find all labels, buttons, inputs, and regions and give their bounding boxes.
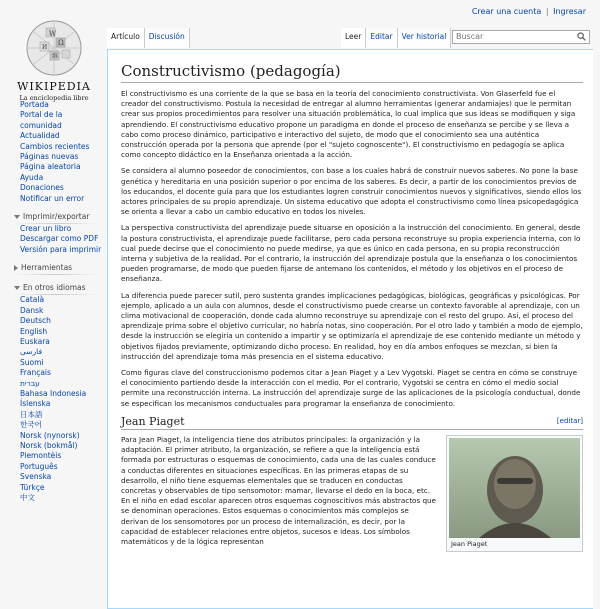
- triangle-down-icon: [14, 215, 20, 219]
- sidebar-item-aleatoria[interactable]: Página aleatoria: [20, 162, 81, 172]
- languages-section-toggle[interactable]: [0, 283, 104, 292]
- section-heading-text: Jean Piaget: [121, 414, 185, 428]
- tools-section-heading: Herramientas: [21, 263, 73, 273]
- user-links: [472, 7, 586, 16]
- tab-history[interactable]: Ver historial: [398, 28, 452, 48]
- thumbnail-caption: Jean Piaget: [451, 539, 488, 548]
- sidebar-item-nuevas[interactable]: Páginas nuevas: [20, 152, 79, 162]
- language-link[interactable]: فارسی: [20, 347, 43, 357]
- language-link[interactable]: 日本語: [20, 409, 43, 419]
- portrait-graphic: [449, 438, 580, 538]
- tab-discussion[interactable]: Discusión: [145, 28, 190, 48]
- triangle-right-icon: [14, 265, 18, 271]
- article-paragraph: Para Jean Piaget, la inteligencia tiene dos atributos principales: la organización y la adaptación. El primer atributo, la organización, se refiere a que la inteligencia está formada por estructuras o esquemas de conocimiento, cada una de las cuales conduce a conductas diferentes en situaciones específicas. En las primeras etapas de su desarrollo, el niño tiene esquemas elementales que se traducen en conductas concretas y observables de tipo sensomotor: mamar, llevarse el dedo en la boca, etc. En el niño en edad escolar aparecen otros esquemas cognoscitivos más abstractos que se denominan operaciones. Estos esquemas o conocimientos más complejos se derivan de los sensomotores por un proceso de internalización, es decir, por la capacidad de establecer relaciones entre objetos, sucesos e ideas. Los símbolos matemáticos y de la lógica representan: [121, 434, 437, 546]
- language-link[interactable]: Català: [20, 295, 45, 305]
- edit-section-link[interactable]: [editar]: [556, 416, 583, 425]
- sidebar-item-crear-libro[interactable]: Crear un libro: [20, 224, 72, 234]
- languages-section-heading: En otros idiomas: [23, 283, 86, 293]
- svg-text:Ω: Ω: [58, 39, 64, 47]
- language-link[interactable]: Euskara: [20, 336, 50, 346]
- sidebar-item-imprimir[interactable]: Versión para imprimir: [20, 244, 102, 254]
- language-link[interactable]: Svenska: [20, 472, 52, 482]
- tools-section-toggle[interactable]: [0, 263, 104, 272]
- sidebar-item-actualidad[interactable]: Actualidad: [20, 131, 60, 141]
- divider: [14, 274, 98, 275]
- logo-wordmark: WIKIPEDIA: [17, 80, 91, 93]
- search-box: [452, 30, 590, 44]
- language-link[interactable]: Suomi: [20, 357, 44, 367]
- sidebar-item-cambios[interactable]: Cambios recientes: [20, 141, 90, 151]
- sidebar-item-portada[interactable]: Portada: [20, 100, 49, 109]
- svg-text:W: W: [49, 30, 57, 38]
- view-tabs: [341, 28, 451, 48]
- sidebar-item-notificar[interactable]: Notificar un error: [20, 193, 85, 203]
- article-paragraph: Se considera al alumno poseedor de conocimientos, con base a los cuales habrá de construir nuevos saberes. No pone la base genética y hereditaria en una posición superior o por encima de los saberes. Es decir, a partir de los conocimientos previos de los educandos, el docente guía para que los estudiantes logren construir conocimientos nuevos y significativos, siendo ellos los actores principales de su propio aprendizaje. Un sistema educativo que adopta el constructivismo como línea psicopedagógica se orienta a llevar a cabo un cambio educativo en todos los niveles.: [121, 166, 582, 217]
- language-link[interactable]: Português: [20, 461, 58, 471]
- print-section-heading: Imprimir/exportar: [23, 212, 90, 222]
- language-link[interactable]: 中文: [20, 493, 35, 502]
- sidebar-item-portal[interactable]: Portal de la comunidad: [20, 110, 63, 130]
- sidebar-item-pdf[interactable]: Descargar como PDF: [20, 234, 99, 244]
- search-input[interactable]: [456, 32, 566, 41]
- language-link[interactable]: Íslenska: [20, 399, 51, 409]
- sidebar: [0, 100, 104, 503]
- triangle-down-icon: [14, 286, 20, 290]
- language-link[interactable]: Piemontèis: [20, 451, 62, 461]
- article-paragraph: Como figuras clave del construccionismo podemos citar a Jean Piaget y a Lev Vygotski. Piaget se centra en cómo se construye el conocimiento partiendo desde la interacción con el medio. Por el contrario, Vygotski se centra en cómo el medio social permite una reconstrucción interna. La instrucción del aprendizaje surge de las aplicaciones de la psicología conductual, donde se especifican los mecanismos conductuales para programar la enseñanza de conocimiento.: [121, 368, 581, 408]
- tab-read[interactable]: Leer: [341, 28, 366, 48]
- language-link[interactable]: Türkçe: [20, 482, 45, 492]
- sidebar-item-ayuda[interactable]: Ayuda: [20, 172, 44, 182]
- language-link[interactable]: עברית: [20, 378, 40, 388]
- tab-edit[interactable]: Editar: [366, 28, 397, 48]
- language-link[interactable]: Norsk (nynorsk): [20, 430, 80, 440]
- section-heading: [121, 415, 583, 430]
- wikipedia-logo[interactable]: [14, 18, 94, 102]
- portrait-image[interactable]: [449, 438, 580, 538]
- article-paragraph: La perspectiva constructivista del aprendizaje puede situarse en oposición a la instrucción del conocimiento. En general, desde la postura constructivista, el aprendizaje puede facilitarse, pero cada persona reconstruye su propia experiencia interna, con lo cual puede decirse que el conocimiento no puede medirse, ya que es único en cada persona, en su propia reconstrucción interna y subjetiva de la realidad. Por el contrario, la instrucción del aprendizaje postula que la enseñanza o los conocimientos pueden programarse, de modo que pueden fijarse de antemano los contenidos, el método y los objetivos en el proceso de enseñanza.: [121, 223, 581, 284]
- svg-text:И: И: [42, 44, 48, 51]
- language-link[interactable]: Bahasa Indonesia: [20, 388, 87, 398]
- wikipedia-globe-icon: [22, 18, 86, 80]
- language-link[interactable]: Norsk (bokmål): [20, 440, 78, 450]
- logo-tagline: La enciclopedia libre: [19, 94, 89, 102]
- thumbnail: [446, 435, 583, 552]
- user-links-separator: |: [545, 7, 549, 16]
- language-link[interactable]: Français: [20, 368, 51, 378]
- create-account-link[interactable]: Crear una cuenta: [471, 7, 542, 16]
- namespace-tabs: [107, 28, 190, 48]
- page-title: Constructivismo (pedagogía): [121, 62, 583, 83]
- login-link[interactable]: Ingresar: [553, 7, 586, 16]
- tab-article[interactable]: Artículo: [107, 28, 145, 48]
- print-section-toggle[interactable]: [0, 212, 104, 221]
- article-content: [107, 49, 593, 609]
- language-link[interactable]: Deutsch: [20, 316, 51, 326]
- search-icon[interactable]: [577, 32, 586, 41]
- language-link[interactable]: English: [20, 326, 48, 336]
- article-paragraph: La diferencia puede parecer sutil, pero sustenta grandes implicaciones pedagógicas, biológicas, geográficas y psicológicas. Por ejemplo, aplicado a un aula con alumnos, desde el constructivismo puede crearse un contexto favorable al aprendizaje, con un clima motivacional de cooperación, donde cada alumno reconstruye su aprendizaje con el resto del grupo. Así, el proceso del aprendizaje prima sobre el objetivo curricular, no habría notas, sino cooperación. Por el otro lado y también a modo de ejemplo, desde la instrucción se elegiría un contenido a impartir y se optimizaría el aprendizaje de ese contenido mediante un método y objetivos fijados previamente, optimizando dicho proceso. En realidad, hoy en día ambos enfoques se mezclan, si bien la instrucción del aprendizaje toma más presencia en el sistema educativo.: [121, 290, 583, 361]
- svg-text:維: 維: [52, 53, 59, 60]
- language-link[interactable]: 한국어: [20, 420, 42, 430]
- article-paragraph: El constructivismo es una corriente de la que se basa en la teoría del conocimiento constructivista. Von Glaserfeld fue el creador del constructivismo. Postula la necesidad de entregar al alumno herramientas (generar andamiajes) que le permitan crear sus propios procedimientos para resolver una situación problemática, lo cual implica que sus ideas se modifiquen y siga aprendiendo. El constructivismo educativo propone un paradigma en donde el proceso de enseñanza se percibe y se lleva a cabo como proceso dinámico, participativo e interactivo del sujeto, de modo que el conocimiento sea una auténtica construcción operada por la persona que aprende (por el "sujeto cognoscente"). El constructivismo en pedagogía se aplica como concepto didáctico en la Enseñanza orientada a la acción.: [121, 89, 576, 160]
- language-link[interactable]: Dansk: [20, 305, 44, 315]
- sidebar-item-donaciones[interactable]: Donaciones: [20, 183, 64, 193]
